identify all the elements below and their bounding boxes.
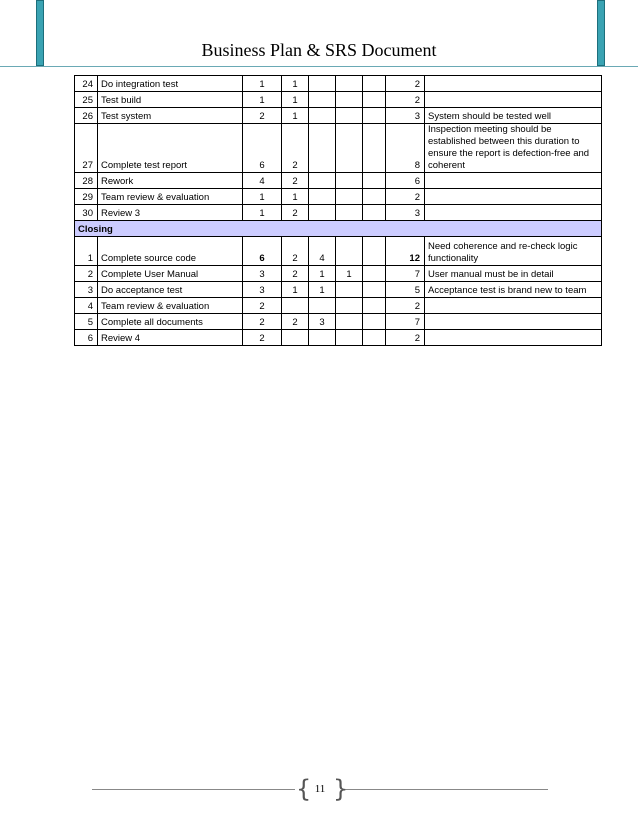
task-name-cell: Rework bbox=[98, 173, 243, 189]
effort-5-cell bbox=[363, 330, 386, 346]
table-row bbox=[75, 124, 602, 173]
row-number-cell: 30 bbox=[75, 205, 98, 221]
effort-3-cell: 4 bbox=[309, 237, 336, 266]
page-number: 11 bbox=[314, 783, 326, 795]
note-cell bbox=[425, 330, 602, 346]
effort-3-cell bbox=[309, 205, 336, 221]
note-cell: Inspection meeting should be established between this duration to ensure the report is defection-free and coherent bbox=[425, 124, 602, 173]
effort-1-cell: 1 bbox=[243, 205, 282, 221]
total-effort-cell: 7 bbox=[386, 314, 425, 330]
effort-4-cell bbox=[336, 282, 363, 298]
footer-divider-right bbox=[343, 789, 548, 790]
note-cell: Acceptance test is brand new to team bbox=[425, 282, 602, 298]
effort-1-cell: 4 bbox=[243, 173, 282, 189]
effort-1-cell: 2 bbox=[243, 314, 282, 330]
table-row bbox=[75, 282, 602, 298]
effort-4-cell bbox=[336, 173, 363, 189]
effort-4-cell bbox=[336, 108, 363, 124]
effort-3-cell bbox=[309, 298, 336, 314]
effort-2-cell bbox=[282, 298, 309, 314]
effort-5-cell bbox=[363, 173, 386, 189]
effort-3-cell bbox=[309, 330, 336, 346]
effort-2-cell: 1 bbox=[282, 76, 309, 92]
task-name-cell: Test build bbox=[98, 92, 243, 108]
effort-1-cell: 1 bbox=[243, 92, 282, 108]
effort-3-cell bbox=[309, 189, 336, 205]
total-effort-cell: 6 bbox=[386, 173, 425, 189]
task-name-cell: Complete test report bbox=[98, 124, 243, 173]
effort-3-cell: 3 bbox=[309, 314, 336, 330]
effort-5-cell bbox=[363, 76, 386, 92]
table-row bbox=[75, 108, 602, 124]
note-cell bbox=[425, 173, 602, 189]
row-number-cell: 27 bbox=[75, 124, 98, 173]
effort-5-cell bbox=[363, 108, 386, 124]
row-number-cell: 28 bbox=[75, 173, 98, 189]
note-cell bbox=[425, 92, 602, 108]
effort-2-cell: 2 bbox=[282, 314, 309, 330]
effort-1-cell: 2 bbox=[243, 108, 282, 124]
effort-2-cell: 2 bbox=[282, 237, 309, 266]
effort-1-cell: 1 bbox=[243, 189, 282, 205]
effort-4-cell bbox=[336, 330, 363, 346]
effort-1-cell: 6 bbox=[243, 237, 282, 266]
effort-3-cell bbox=[309, 124, 336, 173]
note-cell bbox=[425, 205, 602, 221]
table-row bbox=[75, 76, 602, 92]
effort-2-cell: 1 bbox=[282, 108, 309, 124]
effort-3-cell: 1 bbox=[309, 282, 336, 298]
task-name-cell: Review 4 bbox=[98, 330, 243, 346]
note-cell bbox=[425, 76, 602, 92]
table-row bbox=[75, 266, 602, 282]
row-number-cell: 29 bbox=[75, 189, 98, 205]
effort-4-cell bbox=[336, 314, 363, 330]
effort-3-cell bbox=[309, 173, 336, 189]
note-cell: Need coherence and re-check logic functionality bbox=[425, 237, 602, 266]
effort-5-cell bbox=[363, 92, 386, 108]
table-row bbox=[75, 173, 602, 189]
note-cell: User manual must be in detail bbox=[425, 266, 602, 282]
right-brace-icon: } bbox=[333, 775, 349, 803]
effort-1-cell: 3 bbox=[243, 266, 282, 282]
effort-4-cell bbox=[336, 92, 363, 108]
total-effort-cell: 2 bbox=[386, 189, 425, 205]
row-number-cell: 25 bbox=[75, 92, 98, 108]
effort-2-cell: 1 bbox=[282, 282, 309, 298]
effort-5-cell bbox=[363, 237, 386, 266]
row-number-cell: 5 bbox=[75, 314, 98, 330]
effort-2-cell: 1 bbox=[282, 92, 309, 108]
effort-2-cell: 2 bbox=[282, 173, 309, 189]
table-row bbox=[75, 298, 602, 314]
total-effort-cell: 2 bbox=[386, 298, 425, 314]
effort-2-cell: 2 bbox=[282, 205, 309, 221]
note-cell bbox=[425, 189, 602, 205]
effort-4-cell bbox=[336, 124, 363, 173]
total-effort-cell: 2 bbox=[386, 330, 425, 346]
effort-5-cell bbox=[363, 124, 386, 173]
effort-5-cell bbox=[363, 282, 386, 298]
effort-3-cell bbox=[309, 92, 336, 108]
effort-5-cell bbox=[363, 298, 386, 314]
effort-4-cell bbox=[336, 298, 363, 314]
total-effort-cell: 3 bbox=[386, 205, 425, 221]
effort-4-cell bbox=[336, 189, 363, 205]
effort-4-cell bbox=[336, 76, 363, 92]
task-name-cell: Team review & evaluation bbox=[98, 298, 243, 314]
effort-1-cell: 2 bbox=[243, 330, 282, 346]
footer-divider-left bbox=[92, 789, 295, 790]
task-name-cell: Review 3 bbox=[98, 205, 243, 221]
total-effort-cell: 7 bbox=[386, 266, 425, 282]
task-name-cell: Team review & evaluation bbox=[98, 189, 243, 205]
effort-5-cell bbox=[363, 314, 386, 330]
effort-1-cell: 3 bbox=[243, 282, 282, 298]
effort-3-cell: 1 bbox=[309, 266, 336, 282]
row-number-cell: 3 bbox=[75, 282, 98, 298]
total-effort-cell: 8 bbox=[386, 124, 425, 173]
task-name-cell: Complete source code bbox=[98, 237, 243, 266]
row-number-cell: 4 bbox=[75, 298, 98, 314]
effort-1-cell: 1 bbox=[243, 76, 282, 92]
effort-2-cell: 2 bbox=[282, 124, 309, 173]
effort-5-cell bbox=[363, 189, 386, 205]
effort-1-cell: 2 bbox=[243, 298, 282, 314]
effort-4-cell bbox=[336, 205, 363, 221]
note-cell bbox=[425, 314, 602, 330]
page-title: Business Plan & SRS Document bbox=[201, 40, 437, 60]
table-row bbox=[75, 189, 602, 205]
effort-1-cell: 6 bbox=[243, 124, 282, 173]
task-name-cell: Do acceptance test bbox=[98, 282, 243, 298]
row-number-cell: 24 bbox=[75, 76, 98, 92]
effort-5-cell bbox=[363, 266, 386, 282]
header-divider bbox=[0, 66, 638, 67]
table-row bbox=[75, 330, 602, 346]
row-number-cell: 26 bbox=[75, 108, 98, 124]
effort-2-cell: 1 bbox=[282, 189, 309, 205]
table-row bbox=[75, 237, 602, 266]
task-table bbox=[74, 75, 602, 346]
note-cell: System should be tested well bbox=[425, 108, 602, 124]
row-number-cell: 6 bbox=[75, 330, 98, 346]
effort-4-cell: 1 bbox=[336, 266, 363, 282]
table-row bbox=[75, 92, 602, 108]
effort-3-cell bbox=[309, 76, 336, 92]
total-effort-cell: 2 bbox=[386, 76, 425, 92]
effort-2-cell: 2 bbox=[282, 266, 309, 282]
total-effort-cell: 3 bbox=[386, 108, 425, 124]
table-row bbox=[75, 205, 602, 221]
effort-2-cell bbox=[282, 330, 309, 346]
task-name-cell: Complete User Manual bbox=[98, 266, 243, 282]
row-number-cell: 1 bbox=[75, 237, 98, 266]
section-label: Closing bbox=[75, 221, 602, 237]
task-name-cell: Complete all documents bbox=[98, 314, 243, 330]
total-effort-cell: 12 bbox=[386, 237, 425, 266]
effort-4-cell bbox=[336, 237, 363, 266]
task-name-cell: Test system bbox=[98, 108, 243, 124]
effort-5-cell bbox=[363, 205, 386, 221]
left-brace-icon: { bbox=[296, 775, 312, 803]
task-name-cell: Do integration test bbox=[98, 76, 243, 92]
effort-3-cell bbox=[309, 108, 336, 124]
note-cell bbox=[425, 298, 602, 314]
row-number-cell: 2 bbox=[75, 266, 98, 282]
section-row bbox=[75, 221, 602, 237]
table-row bbox=[75, 314, 602, 330]
total-effort-cell: 5 bbox=[386, 282, 425, 298]
total-effort-cell: 2 bbox=[386, 92, 425, 108]
